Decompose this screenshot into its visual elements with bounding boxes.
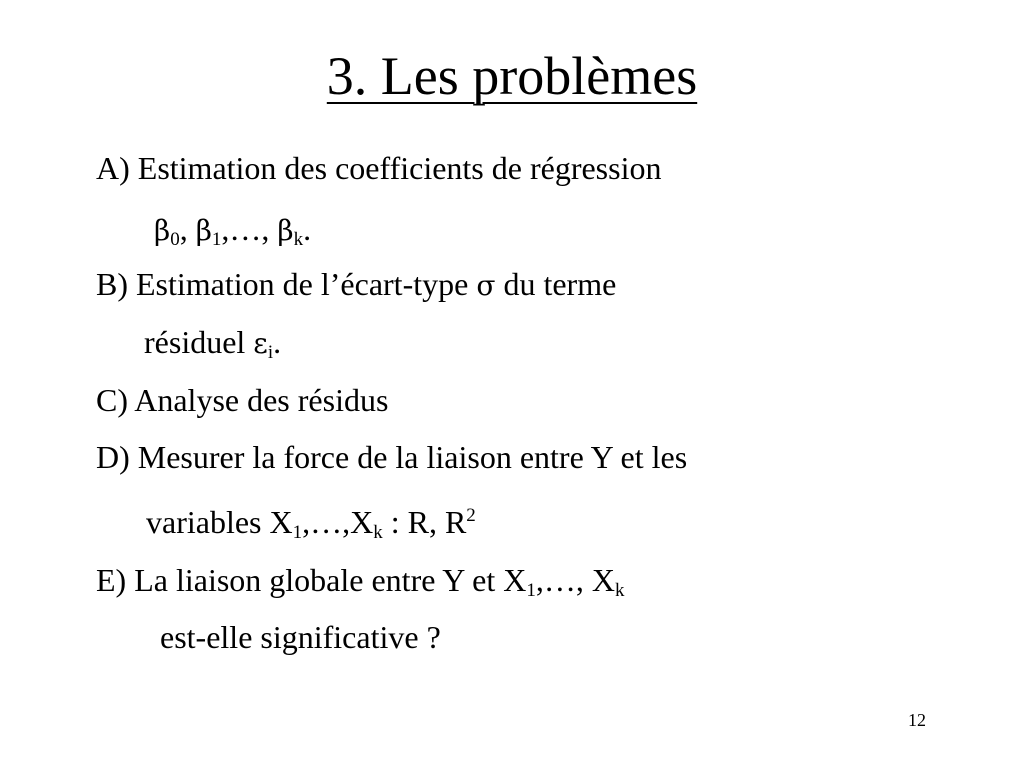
- item-a-end: .: [303, 211, 312, 247]
- slide-title: [0, 36, 1024, 116]
- item-b-rest: du terme: [495, 266, 617, 302]
- e-xk-subscript: k: [614, 580, 625, 601]
- beta-0-subscript: 0: [170, 229, 180, 250]
- e-x1-subscript: 1: [526, 580, 536, 601]
- item-b-line-2: [144, 322, 281, 364]
- item-b-line-1: [96, 264, 616, 306]
- item-d-mid: ,…,X: [302, 504, 374, 540]
- item-d-line-2: [146, 502, 476, 542]
- item-a-label: A) Estimation des coefficients de régression: [96, 150, 662, 186]
- beta-k-subscript: k: [293, 229, 304, 250]
- item-e-line-2: [160, 617, 441, 657]
- epsilon-symbol: ε: [253, 327, 268, 360]
- xk-subscript: k: [373, 522, 383, 543]
- page-number: 12: [908, 710, 926, 730]
- slide-title-text: 3. Les problèmes: [326, 46, 698, 106]
- item-b-end: .: [273, 324, 282, 360]
- item-a-sep2: ,…,: [221, 211, 278, 247]
- item-b-line2-text: résiduel: [144, 324, 254, 360]
- item-e-label-start: E) La liaison globale entre Y et X: [96, 562, 527, 598]
- item-a-line-2: [154, 209, 311, 251]
- beta-k-symbol: β: [277, 214, 294, 247]
- item-e-line-1: [96, 560, 624, 600]
- item-d-colon: : R, R: [382, 504, 467, 540]
- item-c-label: C) Analyse des résidus: [96, 382, 389, 418]
- item-c-line: [96, 380, 388, 420]
- item-e-mid: ,…, X: [535, 562, 615, 598]
- item-b-label: B) Estimation de l’écart-type: [96, 266, 477, 302]
- r-squared-superscript: 2: [466, 505, 476, 526]
- sigma-symbol: σ: [476, 269, 496, 302]
- beta-0-symbol: β: [154, 214, 171, 247]
- beta-1-symbol: β: [195, 214, 212, 247]
- item-a-sep1: ,: [179, 211, 196, 247]
- item-d-line-1: [96, 437, 687, 477]
- item-e-line2: est-elle significative ?: [160, 619, 441, 655]
- item-d-label: D) Mesurer la force de la liaison entre Y et les: [96, 439, 688, 475]
- item-a-line-1: [96, 148, 661, 188]
- item-d-line2-start: variables X: [146, 504, 293, 540]
- epsilon-subscript: i: [267, 342, 274, 363]
- x1-subscript: 1: [292, 522, 303, 543]
- beta-1-subscript: 1: [211, 229, 222, 250]
